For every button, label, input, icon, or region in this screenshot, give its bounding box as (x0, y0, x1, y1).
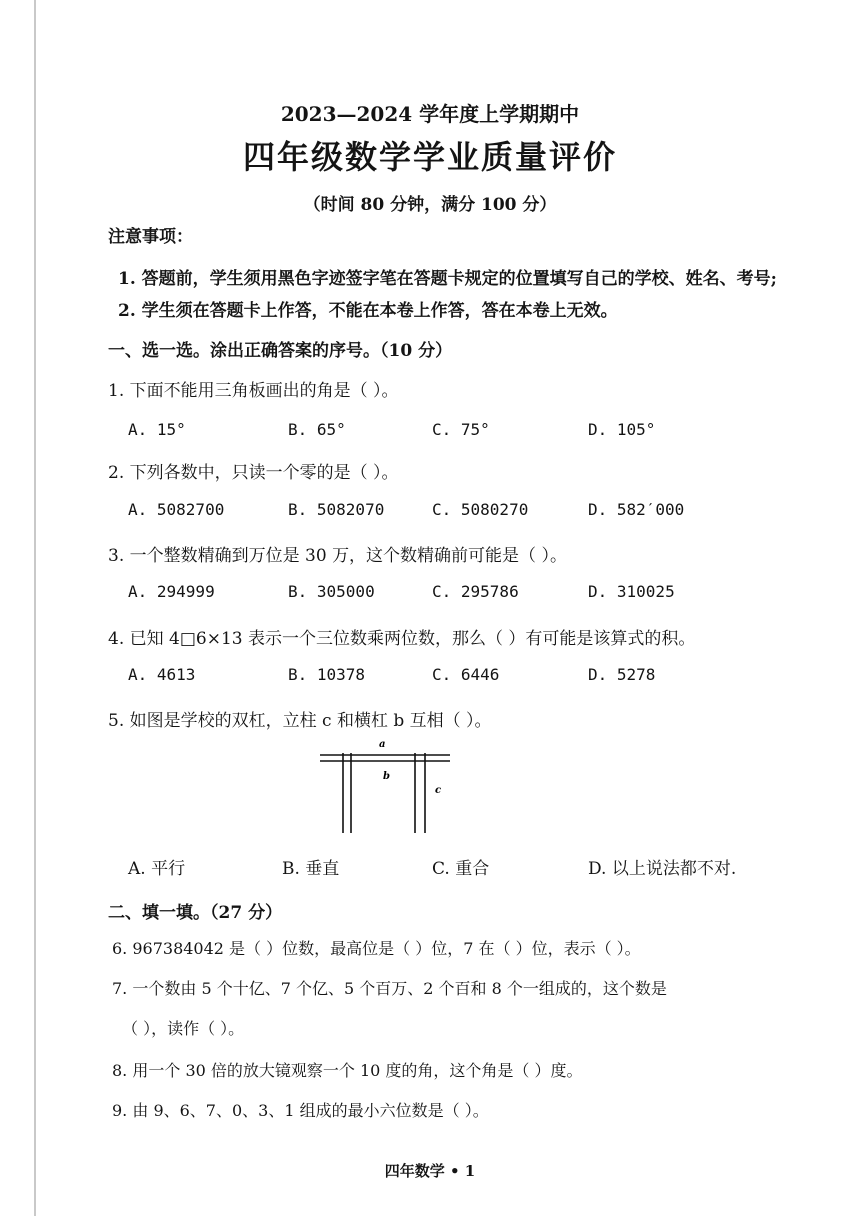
question-7-line-2: （ ），读作（ ）。 (122, 1019, 245, 1038)
section1-heading: 一、选一选。涂出正确答案的序号。（10 分） (108, 341, 453, 361)
question-5-option-c: C. 重合 (432, 859, 490, 879)
exam-subtitle: 2023—2024 学年度上学期期中 (280, 102, 580, 126)
question-1-option-d: D. 105° (588, 420, 656, 439)
question-5-option-d: D. 以上说法都不对. (588, 859, 737, 879)
question-2-option-b: B. 5082070 (288, 500, 385, 519)
question-3-text: 3. 一个整数精确到万位是 30 万，这个数精确前可能是（ ）。 (108, 546, 567, 566)
exam-time-info: （时间 80 分钟，满分 100 分） (303, 195, 557, 215)
exam-title: 四年级数学学业质量评价 (242, 138, 617, 176)
section2-heading: 二、填一填。（27 分） (108, 903, 283, 923)
question-2-option-a: A. 5082700 (128, 500, 225, 519)
question-6-text: 6. 967384042 是（ ）位数，最高位是（ ）位，7 在（ ）位，表示（ ）。 (112, 939, 641, 958)
question-4-option-a: A. 4613 (128, 665, 196, 684)
question-3-option-c: C. 295786 (432, 582, 519, 601)
question-5-option-b: B. 垂直 (282, 859, 340, 879)
question-3-option-d: D. 310025 (588, 582, 675, 601)
parallel-bars-figure (315, 735, 465, 835)
question-4-text: 4. 已知 4□6×13 表示一个三位数乘两位数，那么（ ）有可能是该算式的积。 (108, 629, 696, 649)
question-1-option-c: C. 75° (432, 420, 490, 439)
question-2-option-c: C. 5080270 (432, 500, 529, 519)
page-footer: 四年数学 • 1 (384, 1162, 476, 1180)
question-9-text: 9. 由 9、6、7、0、3、1 组成的最小六位数是（ ）。 (112, 1101, 489, 1120)
question-3-option-a: A. 294999 (128, 582, 215, 601)
question-8-text: 8. 用一个 30 倍的放大镜观察一个 10 度的角，这个角是（ ）度。 (112, 1061, 583, 1080)
question-5-text: 5. 如图是学校的双杠，立柱 c 和横杠 b 互相（ ）。 (108, 711, 492, 731)
question-4-option-d: D. 5278 (588, 665, 656, 684)
question-1-option-b: B. 65° (288, 420, 346, 439)
figure-label-a: a (379, 739, 386, 750)
question-2-text: 2. 下列各数中，只读一个零的是（ ）。 (108, 463, 399, 483)
figure-label-b: b (383, 771, 390, 782)
figure-label-c: c (435, 785, 442, 796)
question-2-option-d: D. 582ˊ000 (588, 500, 685, 519)
question-5-option-a: A. 平行 (128, 859, 186, 879)
question-3-option-b: B. 305000 (288, 582, 375, 601)
question-1-text: 1. 下面不能用三角板画出的角是（ ）。 (108, 381, 399, 401)
notes-heading: 注意事项： (108, 227, 193, 247)
question-7-line-1: 7. 一个数由 5 个十亿、7 个亿、5 个百万、2 个百和 8 个一组成的，这个数是 (112, 979, 667, 998)
note-item-1: 1. 答题前，学生须用黑色字迹签字笔在答题卡规定的位置填写自己的学校、姓名、考号; (118, 269, 777, 289)
question-4-option-c: C. 6446 (432, 665, 500, 684)
note-item-2: 2. 学生须在答题卡上作答，不能在本卷上作答，答在本卷上无效。 (118, 301, 618, 321)
question-1-option-a: A. 15° (128, 420, 186, 439)
question-4-option-b: B. 10378 (288, 665, 366, 684)
